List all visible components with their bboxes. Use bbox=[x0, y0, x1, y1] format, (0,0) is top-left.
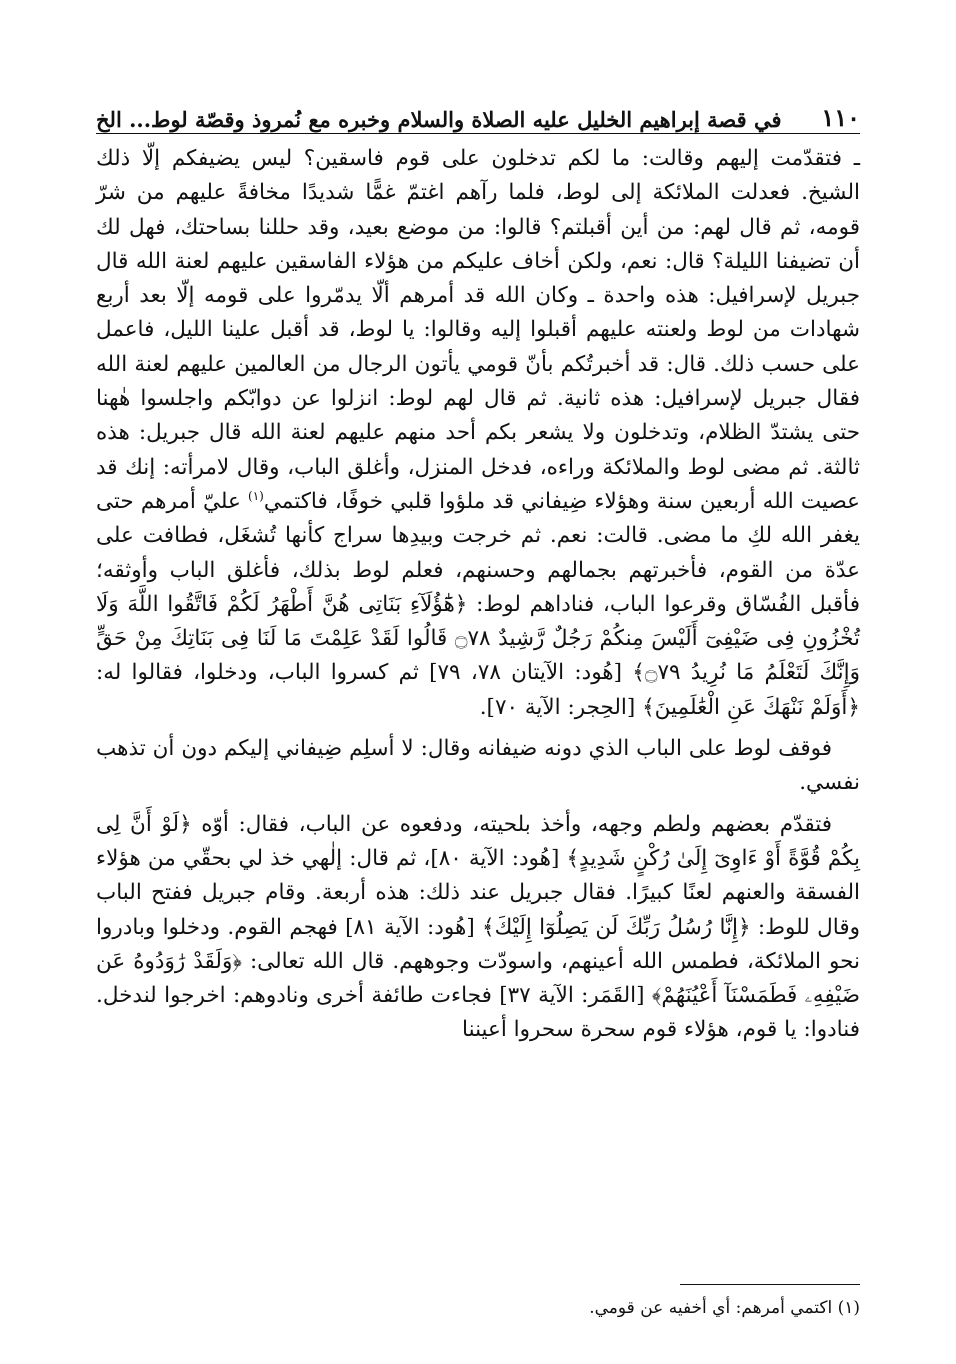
paragraph-3: فتقدّم بعضهم ولطم وجهه، وأخذ بلحيته، ودفعوه عن الباب، فقال: أوّه ﴿لَوْ أَنَّ لِى بِكُمْ قُوَّةً أَوْ ءَاوِىٓ إِلَىٰ رُكْنٍ شَدِيدٍ﴾ [هُود: الآية ٨٠]، ثم قال: إلٰهي خذ لي بحقّي من هؤلاء الفسقة والعنهم لعنًا كبيرًا. فقال جبريل عند ذلك: هذه أربعة. وقام جبريل ففتح الباب وقال للوط: ﴿إِنَّا رُسُلُ رَبِّكَ لَن يَصِلُوٓا إِلَيْكَ﴾ [هُود: الآية ٨١] فهجم القوم. ودخلوا وبادروا نحو الملائكة، فطمس الله أعينهم، واسودّت وجوههم. قال الله تعالى: ﴿وَلَقَدْ رَٰوَدُوهُ عَن ضَيْفِهِۦ فَطَمَسْنَآ أَعْيُنَهُمْ﴾ [القَمَر: الآية ٣٧] فجاءت طائفة أخرى ونادوهم: اخرجوا لندخل. فنادوا: يا قوم، هؤلاء قوم سحرة سحروا أعيننا bbox=[96, 811, 861, 1043]
paragraph-2: فوقف لوط على الباب الذي دونه ضيفانه وقال: لا أسلِم ضِيفاني إليكم دون أن تذهب نفسي. bbox=[96, 736, 860, 796]
header-divider bbox=[96, 133, 860, 134]
paragraph-1 bbox=[96, 142, 860, 725]
page-header bbox=[96, 88, 860, 132]
running-title: في قصة إبراهيم الخليل عليه الصلاة والسلام وخبره مع نُمروذ وقصّة لوط... الخ bbox=[96, 107, 782, 132]
footnote: (١) اكتمي أمرهم: أي أخفيه عن قومي. bbox=[589, 1298, 860, 1318]
footnote-marker: (١) bbox=[248, 488, 264, 503]
footnote-divider bbox=[680, 1284, 860, 1285]
page-number: ١١٠ bbox=[821, 103, 860, 132]
paragraph-1-part-1: ـ فتقدّمت إليهم وقالت: ما لكم تدخلون على قوم فاسقين؟ ليس يضيفكم إلّا ذلك الشيخ. فعدلت الملائكة إلى لوط، فلما رآهم اغتمّ غمًّا شديدًا مخافةً عليهم من شرّ قومه، ثم قال لهم: من أين أقبلتم؟ قالوا: من موضع بعيد، وقد حللنا بساحتك، فهل لك أن تضيفنا الليلة؟ قال: نعم، ولكن أخاف عليكم من هؤلاء الفاسقين عليهم لعنة الله قال جبريل لإسرافيل: هذه واحدة ـ وكان الله قد أمرهم ألّا يدمّروا على قومه إلّا بعد أربع شهادات من لوط ولعنته عليهم أقبلوا إليه وقالوا: يا لوط، قد أقبل علينا الليل، فاعمل على حسب ذلك. قال: قد أخبرتُكم بأنّ قومي يأتون الرجال من العالمين عليهم لعنة الله فقال جبريل لإسرافيل: هذه ثانية. ثم قال لهم لوط: انزلوا عن دوابّكم واجلسوا هٰهنا حتى يشتدّ الظلام، وتدخلون ولا يشعر بكم أحد منهم عليهم لعنة الله قال جبريل: هذه ثالثة. ثم مضى لوط والملائكة وراءه، فدخل المنزل، وأغلق الباب، وقال لامرأته: إنك قد عصيت الله أربعين سنة وهؤلاء ضِيفاني قد ملؤوا قلبي خوفًا، فاكتمي bbox=[96, 146, 861, 514]
paragraph-1-part-2: عليّ أمرهم حتى يغفر الله لكِ ما مضى. قالت: نعم. ثم خرجت وبيدِها سراج كأنها تُشغَل، فطافت على عدّة من القوم، فأخبرتهم بجمالهم وحسنهم، فعلم لوط بذلك، فأغلق الباب وأوثقه؛ فأقبل الفُسّاق وقرعوا الباب، فناداهم لوط: ﴿هَٰٓؤُلَآءِ بَنَاتِى هُنَّ أَطْهَرُ لَكُمْ فَاتَّقُوا اللَّهَ وَلَا تُخْزُونِ فِى ضَيْفِىٓ أَلَيْسَ مِنكُمْ رَجُلٌ رَّشِيدٌ ۝٧٨ قَالُوا لَقَدْ عَلِمْتَ مَا لَنَا فِى بَنَاتِكَ مِنْ حَقٍّ وَإِنَّكَ لَتَعْلَمُ مَا نُرِيدُ ۝٧٩﴾ [هُود: الآيتان ٧٨، ٧٩] ثم كسروا الباب، ودخلوا، فقالوا له: ﴿أَوَلَمْ نَنْهَكَ عَنِ الْعَٰلَمِينَ﴾ [الحِجر: الآية ٧٠]. bbox=[96, 488, 860, 720]
main-text bbox=[96, 142, 860, 1048]
